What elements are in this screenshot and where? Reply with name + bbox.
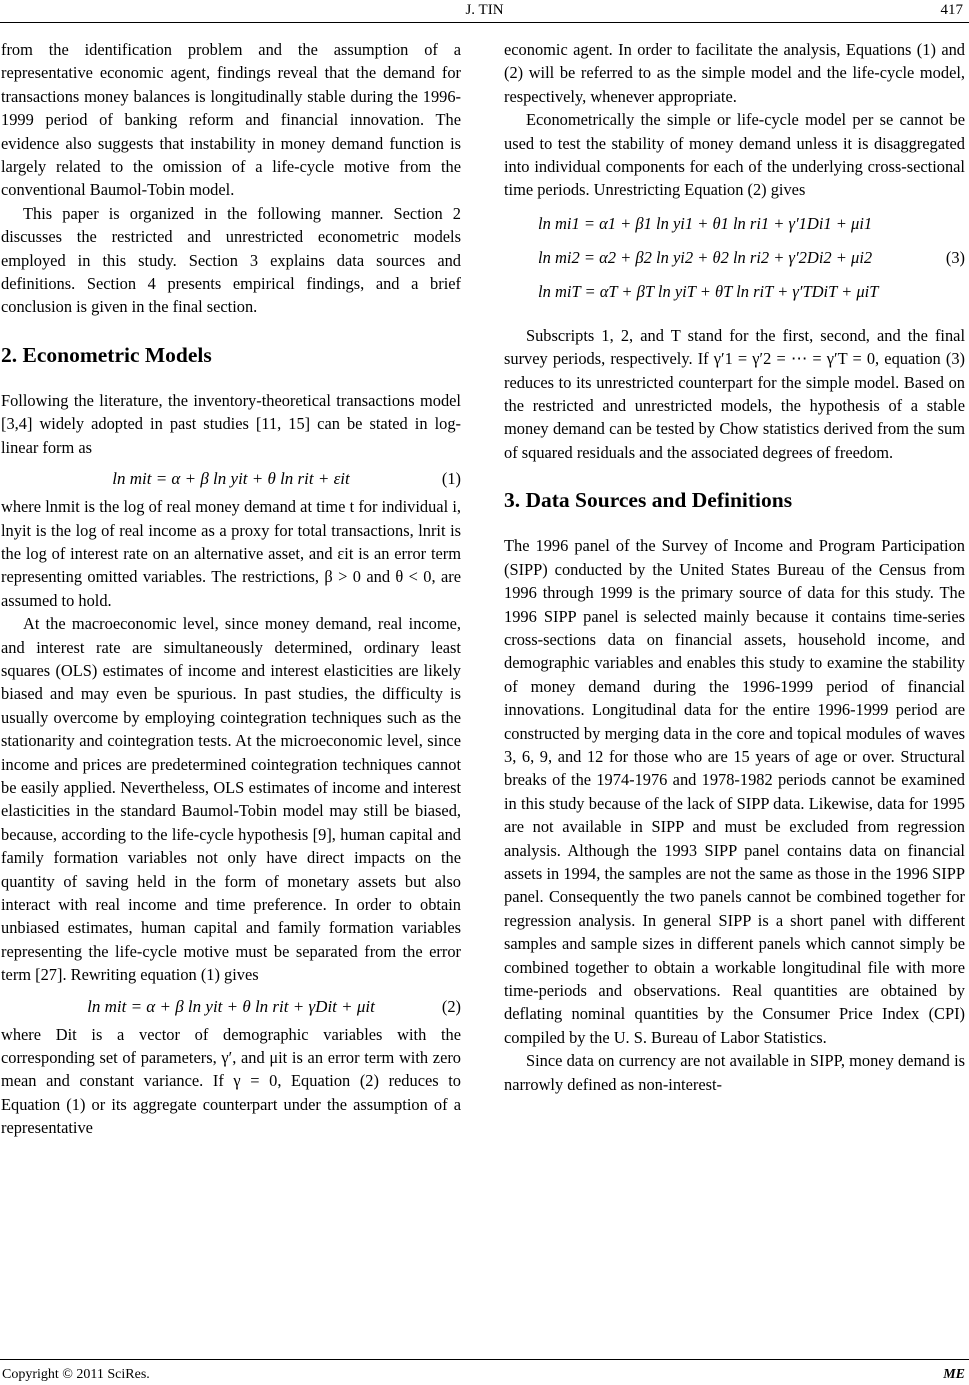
section-heading: 2. Econometric Models (1, 342, 212, 367)
equation-row: ln mi1 = α1 + β1 ln yi1 + θ1 ln ri1 + γ′1Di1 + μi1 (538, 213, 873, 233)
paragraph: from the identification problem and the assumption of a representative economic agent, findings reveal that the demand for transactions money balances is longitudinally stable during the 1996-1999 period of banking reform and financial innovation. The evidence also suggests that instability in money demand function is largely related to the omission of a life-cycle motive from the conventional Baumol-Tobin model. (1, 40, 461, 200)
paragraph: economic agent. In order to facilitate the analysis, Equations (1) and (2) will be referred to as the simple model and the life-cycle model, respectively, whenever appropriate. (504, 40, 965, 106)
paragraph: The 1996 panel of the Survey of Income and Program Participation (SIPP) conducted by the United States Bureau of the Census from 1996 through 1999 is the primary source of data for this study. The 1996 SIPP panel is selected mainly because it contains time-series cross-sections data on financial assets, household income, and demographic variables and enables this study to examine the stability of money demand during the 1996-1999 period of financial innovations. Longitudinal data for the entire 1996-1999 period are constructed by merging data in the core and topical modules of waves 3, 6, 9, and 12 for those who are 15 years of age or over. Structural breaks of the 1974-1976 and 1978-1982 periods cannot be examined in this study because of the lack of SIPP data. Likewise, data for 1995 are not available in SIPP and must be excluded from regression analysis. Although the 1993 SIPP panel contains data on financial assets in 1994, the samples are not the same as those in the 1996 SIPP panel. Consequently the two panels cannot be combined together for regression analysis. In general SIPP is a short panel with different samples and sample sizes in different panels which cannot simply be combined together to obtain a workable longitudinal file with more time-periods and observations. Real quantities are obtained by deflating nominal quantities by the Consumer Price Index (CPI) compiled by the U. S. Bureau of Labor Statistics. (504, 536, 965, 1047)
paragraph: Since data on currency are not available in SIPP, money demand is narrowly defined as non-interest- (504, 1051, 965, 1094)
paragraph: Subscripts 1, 2, and T stand for the first, second, and the final survey periods, respectively. If γ′1 = γ′2 = ⋯ = γ′T = 0, equation (3) reduces to its unrestricted counterpart for the simple model. Based on the restricted and unrestricted models, the hypothesis of a stable money demand can be tested by Chow statistics derived from the sum of squared residuals and the associated degrees of freedom. (504, 325, 965, 462)
paragraph: Econometrically the simple or life-cycle model per se cannot be used to test the stability of money demand unless it is disaggregated into individual components for each of the underlying cross-sectional time periods. Unrestricting Equation (2) gives (504, 110, 965, 200)
equation-expression: ln mit = α + β ln yit + θ ln rit + εit (112, 469, 350, 489)
section-heading: 3. Data Sources and Definitions (504, 488, 793, 513)
copyright-notice: Copyright © 2011 SciRes. (2, 1367, 150, 1382)
paragraph: where Dit is a vector of demographic variables with the corresponding set of parameters, γ′, and μit is an error term with zero mean and constant variance. If γ = 0, Equation (2) reduces to Equation (1) or its aggregate counterpart under the assumption of a representative (1, 1024, 461, 1138)
running-title: J. TIN (465, 2, 504, 18)
page-header (0, 0, 969, 22)
equation-number: (2) (441, 996, 461, 1016)
equation-2 (1, 987, 461, 1023)
header-rule (0, 22, 969, 23)
equation-number: (1) (441, 469, 461, 489)
equation-3 (504, 206, 965, 314)
equation-number: (3) (945, 247, 965, 267)
equation-1 (1, 459, 461, 495)
right-column (504, 38, 965, 1096)
page-footer (0, 1355, 969, 1385)
equation-row: ln miT = αT + βT ln yiT + θT ln riT + γ′TDiT + μiT (538, 281, 879, 301)
paragraph: Following the literature, the inventory-theoretical transactions model [3,4] widely adopted in past studies [11, 15] can be stated in log-linear form as (1, 390, 461, 457)
page-number: 417 (940, 2, 963, 18)
footer-rule (0, 1359, 969, 1360)
equation-expression: ln mit = α + β ln yit + θ ln rit + γDit + μit (87, 996, 375, 1016)
journal-abbreviation: ME (943, 1367, 965, 1382)
left-column (1, 38, 461, 1140)
paragraph: This paper is organized in the following manner. Section 2 discusses the restricted and unrestricted econometric models employed in this study. Section 3 explains data sources and definitions. Section 4 presents empirical findings, and a brief conclusion is given in the final section. (1, 203, 461, 317)
paragraph: where lnmit is the log of real money demand at time t for individual i, lnyit is the log of real income as a proxy for total transactions, lnrit is the log of interest rate on an alternative asset, and εit is an error term representing omitted variables. The restrictions, β > 0 and θ < 0, are assumed to hold. (1, 497, 461, 610)
paragraph: At the macroeconomic level, since money demand, real income, and interest rate are simultaneously determined, ordinary least squares (OLS) estimates of income and interest elasticities are likely biased and may even be spurious. In past studies, the difficulty is usually overcome by employing cointegration techniques such as the stationarity and cointegration tests. At the microeconomic level, since income and prices are predetermined cointegration techniques cannot be easily applied. Nevertheless, OLS estimates of income and interest elasticities in the standard Baumol-Tobin model may still be biased, because, according to the life-cycle hypothesis [9], human capital and family formation variables not only have direct impacts on the quantity of saving held in the form of monetary assets but also interact with real income and time preference. In order to obtain unbiased estimates, human capital and family formation variables representing the life-cycle motive must be separated from the error term [27]. Rewriting equation (1) gives (1, 614, 461, 985)
equation-row: ln mi2 = α2 + β2 ln yi2 + θ2 ln ri2 + γ′2Di2 + μi2 (538, 247, 873, 267)
